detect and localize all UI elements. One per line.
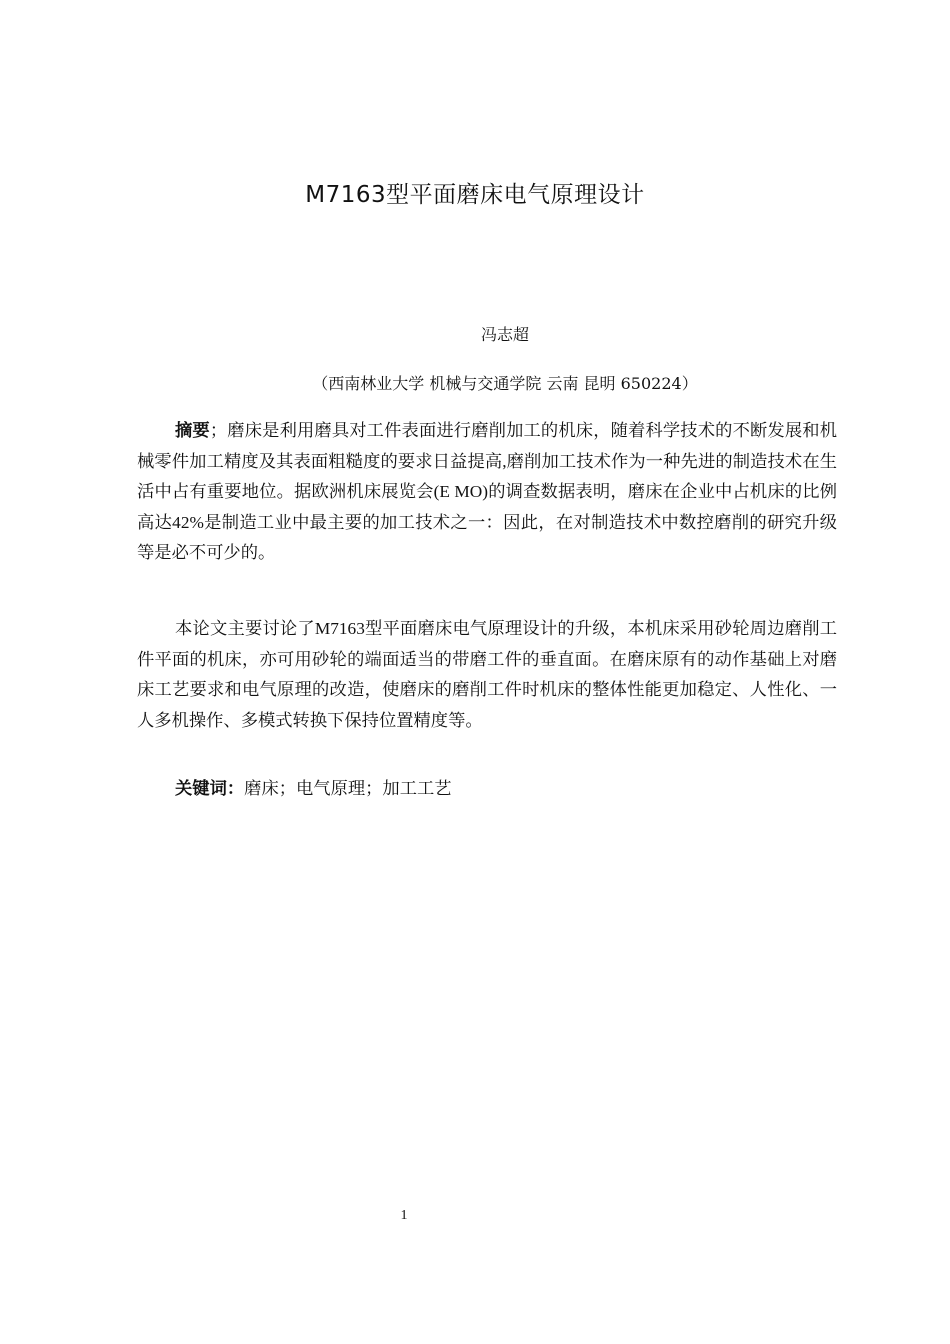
abstract-text: 磨床是利用磨具对工件表面进行磨削加工的机床，随着科学技术的不断发展和机械零件加工精度及其表面粗糙度的要求日益提高,磨削加工技术作为一种先进的制造技术在生活中占有重要地位。据欧洲机床展览会(E MO)的调查数据表明，磨床在企业中占机床的比例高达42%是制造工业中最主要的加工技术之一：因此，在对制造技术中数控磨削的研究升级等是必不可少的。 bbox=[137, 421, 837, 562]
author-name: 冯志超 bbox=[480, 325, 529, 344]
keywords-label: 关键词 bbox=[175, 779, 227, 799]
keywords-text: 磨床；电气原理；加工工艺 bbox=[244, 779, 452, 798]
abstract-paragraph bbox=[137, 416, 837, 569]
paper-title: M7163型平面磨床电气原理设计 bbox=[305, 182, 645, 208]
abstract-separator: ； bbox=[209, 421, 228, 440]
keywords-separator: ： bbox=[226, 779, 245, 799]
abstract-label: 摘要 bbox=[175, 421, 210, 441]
page-number: 1 bbox=[400, 1208, 408, 1223]
author-affiliation: （西南林业大学 机械与交通学院 云南 昆明 650224） bbox=[312, 374, 698, 393]
keywords-paragraph bbox=[137, 774, 837, 805]
body-paragraph: 本论文主要讨论了M7163型平面磨床电气原理设计的升级，本机床采用砂轮周边磨削工件平面的机床，亦可用砂轮的端面适当的带磨工件的垂直面。在磨床原有的动作基础上对磨床工艺要求和电气原理的改造，使磨床的磨削工件时机床的整体性能更加稳定、人性化、一人多机操作、多模式转换下保持位置精度等。 bbox=[137, 619, 837, 730]
